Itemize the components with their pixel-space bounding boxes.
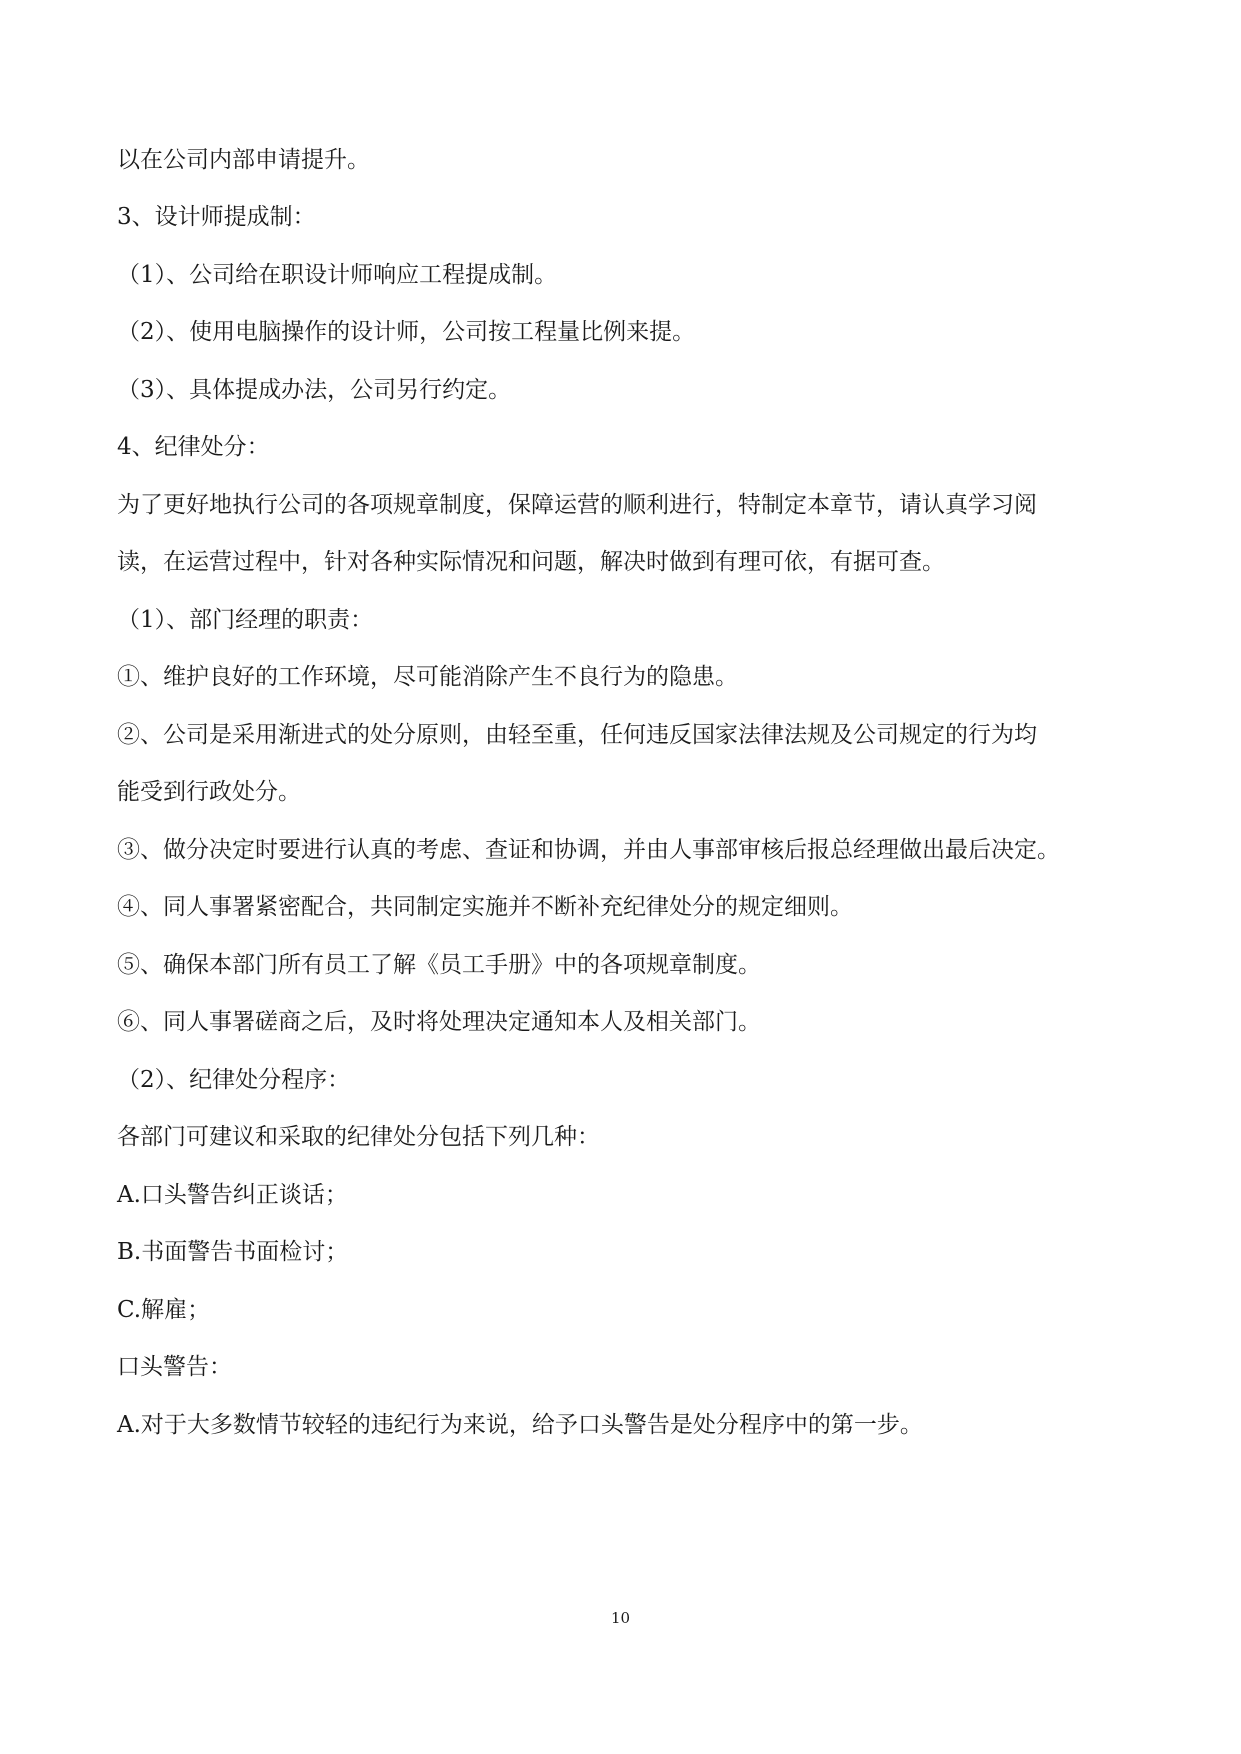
subheading-4-2: （2）、纪律处分程序： (117, 1067, 351, 1093)
duty-item-6: ⑥、同人事署磋商之后，及时将处理决定通知本人及相关部门。 (117, 1009, 761, 1035)
verbal-warning-item-a: A.对于大多数情节较轻的违纪行为来说，给予口头警告是处分程序中的第一步。 (117, 1412, 923, 1438)
verbal-warning-heading: 口头警告： (117, 1354, 232, 1380)
subheading-4-1: （1）、部门经理的职责： (117, 607, 374, 633)
section-heading-3: 3、设计师提成制： (117, 204, 316, 230)
paragraph-line-2: 读，在运营过程中，针对各种实际情况和问题，解决时做到有理可依，有据可查。 (117, 549, 945, 575)
duty-item-3: ③、做分决定时要进行认真的考虑、查证和协调，并由人事部审核后报总经理做出最后决定。 (117, 837, 1060, 863)
list-item-3-1: （1）、公司给在职设计师响应工程提成制。 (117, 262, 558, 288)
duty-item-2-line-2: 能受到行政处分。 (117, 779, 301, 805)
duty-item-1: ①、维护良好的工作环境，尽可能消除产生不良行为的隐患。 (117, 664, 738, 690)
duty-item-4: ④、同人事署紧密配合，共同制定实施并不断补充纪律处分的规定细则。 (117, 894, 853, 920)
paragraph-line-1: 为了更好地执行公司的各项规章制度，保障运营的顺利进行，特制定本章节，请认真学习阅 (117, 492, 1037, 518)
procedure-option-b: B.书面警告书面检讨； (117, 1239, 349, 1265)
page-number: 10 (610, 1609, 631, 1627)
duty-item-2-line-1: ②、公司是采用渐进式的处分原则，由轻至重，任何违反国家法律法规及公司规定的行为均 (117, 722, 1037, 748)
procedure-intro: 各部门可建议和采取的纪律处分包括下列几种： (117, 1124, 600, 1150)
procedure-option-c: C.解雇； (117, 1297, 211, 1323)
procedure-option-a: A.口头警告纠正谈话； (117, 1182, 348, 1208)
text-line-1: 以在公司内部申请提升。 (117, 147, 370, 173)
list-item-3-2: （2）、使用电脑操作的设计师，公司按工程量比例来提。 (117, 319, 696, 345)
duty-item-5: ⑤、确保本部门所有员工了解《员工手册》中的各项规章制度。 (117, 952, 761, 978)
list-item-3-3: （3）、具体提成办法，公司另行约定。 (117, 377, 512, 403)
section-heading-4: 4、纪律处分： (117, 434, 270, 460)
